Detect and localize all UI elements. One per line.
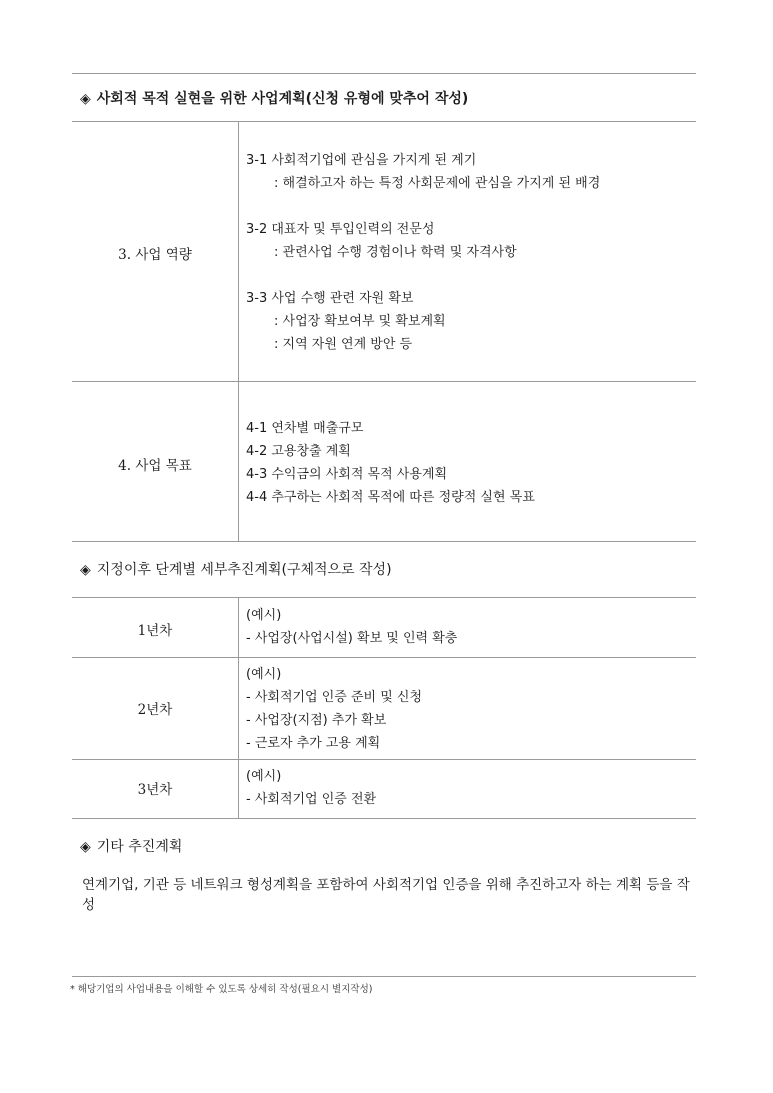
divider — [72, 976, 696, 977]
document-page — [72, 0, 696, 1093]
item-heading: 3-2 대표자 및 투입인력의 전문성 — [246, 222, 435, 237]
row-label-capability: 3. 사업 역량 — [118, 247, 192, 263]
item-sub: : 관련사업 수행 경험이나 학력 및 자격사항 — [274, 245, 517, 260]
plan-line: - 사회적기업 인증 전환 — [246, 792, 377, 807]
diamond-bullet-icon: ◈ — [80, 91, 91, 107]
section1-title: ◈ 사회적 목적 실현을 위한 사업계획(신청 유형에 맞추어 작성) — [80, 91, 469, 107]
item-sub: : 사업장 확보여부 및 확보계획 — [274, 314, 446, 329]
goal-line: 4-1 연차별 매출규모 — [246, 421, 364, 436]
plan-line: (예시) — [246, 769, 282, 784]
row-content-goal — [246, 417, 694, 509]
goal-line: 4-2 고용창출 계획 — [246, 444, 351, 459]
other-plan-text: 연계기업, 기관 등 네트워크 형성계획을 포함하여 사회적기업 인증을 위해 추진하고자 하는 계획 등을 작성 — [82, 877, 690, 913]
row-content-year2 — [246, 663, 694, 755]
table2-column-divider — [238, 597, 239, 818]
plan-line: (예시) — [246, 667, 282, 682]
plan-line: - 사회적기업 인증 준비 및 신청 — [246, 690, 423, 705]
plan-line: - 사업장(사업시설) 확보 및 인력 확충 — [246, 631, 458, 646]
row-label-year3: 3년차 — [137, 782, 173, 798]
row-label-year2: 2년차 — [137, 702, 173, 718]
divider — [72, 381, 696, 382]
divider — [72, 121, 696, 122]
row-content-year1 — [246, 604, 694, 650]
divider — [72, 657, 696, 658]
divider — [72, 818, 696, 819]
row-label-year1: 1년차 — [137, 623, 173, 639]
plan-line: (예시) — [246, 608, 282, 623]
item-sub: : 해결하고자 하는 특정 사회문제에 관심을 가지게 된 배경 — [274, 176, 601, 191]
table1-column-divider — [238, 121, 239, 541]
plan-line: - 근로자 추가 고용 계획 — [246, 736, 381, 751]
divider — [72, 597, 696, 598]
diamond-bullet-icon: ◈ — [80, 562, 91, 578]
divider — [72, 759, 696, 760]
divider — [72, 541, 696, 542]
goal-line: 4-4 추구하는 사회적 목적에 따른 정량적 실현 목표 — [246, 490, 535, 505]
divider — [72, 73, 696, 74]
item-sub: : 지역 자원 연계 방안 등 — [274, 337, 413, 352]
section3-title: ◈ 기타 추진계획 — [80, 839, 183, 855]
item-heading: 3-1 사회적기업에 관심을 가지게 된 계기 — [246, 153, 477, 168]
row-content-capability — [246, 149, 694, 356]
item-heading: 3-3 사업 수행 관련 자원 확보 — [246, 291, 414, 306]
goal-line: 4-3 수익금의 사회적 목적 사용계획 — [246, 467, 448, 482]
section2-title: ◈ 지정이후 단계별 세부추진계획(구체적으로 작성) — [80, 562, 392, 578]
plan-line: - 사업장(지점) 추가 확보 — [246, 713, 387, 728]
diamond-bullet-icon: ◈ — [80, 839, 91, 855]
row-label-goal: 4. 사업 목표 — [118, 458, 192, 474]
row-content-year3 — [246, 765, 694, 811]
footnote: * 해당기업의 사업내용을 이해할 수 있도록 상세히 작성(필요시 별지작성) — [70, 984, 373, 995]
